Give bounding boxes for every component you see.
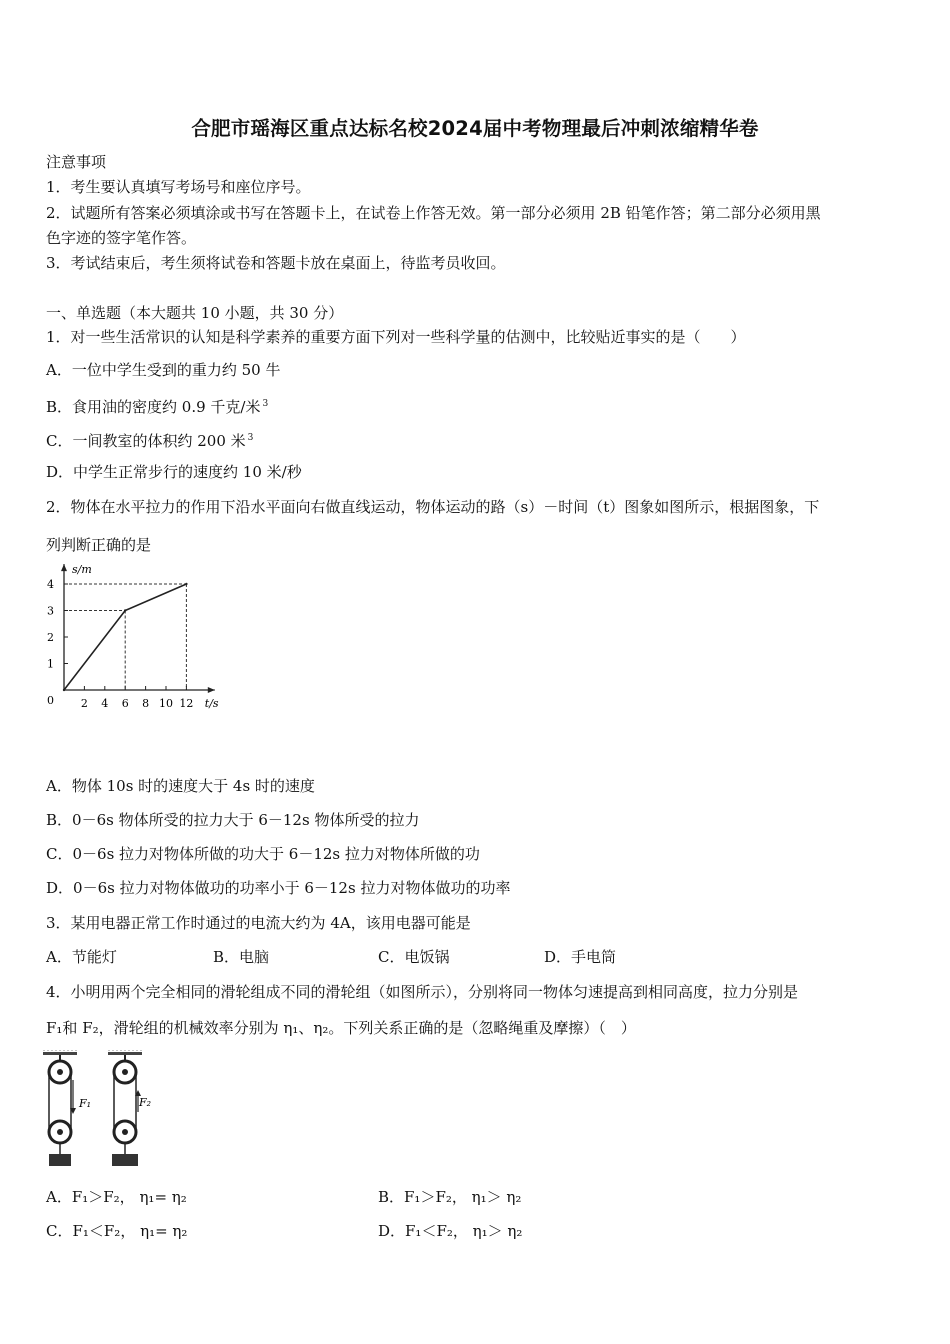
data-point-3 xyxy=(185,583,187,585)
notice-item-2-cont: 色字迹的签字笔作答。 xyxy=(46,229,197,247)
y-tick-label-3: 3 xyxy=(47,604,54,618)
x-axis-label: t/s xyxy=(204,697,219,710)
x-tick-label-2: 2 xyxy=(80,697,88,710)
notice-heading: 注意事项 xyxy=(46,153,107,171)
y-axis-arrow xyxy=(61,564,67,571)
pulley-system-1 xyxy=(43,1050,91,1166)
data-point-1 xyxy=(63,689,65,691)
notice-item-2: 2．试题所有答案必须填涂或书写在答题卡上，在试卷上作答无效。第一部分必须用 2B 铅笔作答；第二部分必须用黑 xyxy=(46,204,821,222)
x-tick-label-4: 4 xyxy=(101,697,109,710)
force-label-f2: F₂ xyxy=(139,1096,152,1109)
section-heading: 一、单选题（本大题共 10 小题，共 30 分） xyxy=(46,304,344,322)
q2-stem-line-2: 列判断正确的是 xyxy=(46,536,152,554)
x-tick-label-6: 6 xyxy=(121,697,129,710)
q2-option-b: B．0－6s 物体所受的拉力大于 6－12s 物体所受的拉力 xyxy=(46,811,420,829)
q2-option-d: D．0－6s 拉力对物体做功的功率小于 6－12s 拉力对物体做功的功率 xyxy=(46,879,511,897)
s-t-graph xyxy=(40,562,250,717)
q2-option-a: A．物体 10s 时的速度大于 4s 时的速度 xyxy=(46,777,315,795)
page-title: 合肥市瑶海区重点达标名校2024届中考物理最后冲刺浓缩精华卷 xyxy=(191,117,759,140)
q3-option-c: C．电饭锅 xyxy=(378,948,450,966)
data-point-2 xyxy=(124,609,126,611)
q1-stem: 1．对一些生活常识的认知是科学素养的重要方面下列对一些科学量的估测中，比较贴近事实的是（ ） xyxy=(46,328,746,346)
q1-option-d: D．中学生正常步行的速度约 10 米/秒 xyxy=(46,463,302,481)
q4-stem-line-1: 4．小明用两个完全相同的滑轮组成不同的滑轮组（如图所示），分别将同一物体匀速提高到相同高度，拉力分别是 xyxy=(46,983,799,1001)
force-label-f1: F₁ xyxy=(79,1097,92,1110)
y-tick-label-1: 1 xyxy=(47,657,54,671)
q4-stem-line-2: F₁和 F₂，滑轮组的机械效率分别为 η₁、η₂。下列关系正确的是（忽略绳重及摩擦）（ ） xyxy=(46,1019,636,1037)
notice-item-3: 3．考试结束后，考生须将试卷和答题卡放在桌面上，待监考员收回。 xyxy=(46,254,506,272)
y-tick-label-2: 2 xyxy=(47,631,54,644)
q3-stem: 3．某用电器正常工作时通过的电流大约为 4A，该用电器可能是 xyxy=(46,914,471,932)
weight-block-1 xyxy=(49,1154,71,1166)
q4-option-c: C．F₁＜F₂， η₁= η₂ xyxy=(46,1222,188,1240)
q2-stem-line-1: 2．物体在水平拉力的作用下沿水平面向右做直线运动，物体运动的路（s）－时间（t）图象如图所示，根据图象，下 xyxy=(46,498,820,516)
y-axis-label: s/m xyxy=(72,563,92,577)
q4-option-b: B．F₁＞F₂， η₁＞ η₂ xyxy=(378,1188,522,1206)
q4-option-d: D．F₁＜F₂， η₁＞ η₂ xyxy=(378,1222,523,1240)
q2-option-c: C．0－6s 拉力对物体所做的功大于 6－12s 拉力对物体所做的功 xyxy=(46,845,480,863)
x-tick-label-10: 10 xyxy=(159,697,173,710)
notice-item-1: 1．考生要认真填写考场号和座位序号。 xyxy=(46,178,311,196)
x-tick-label-12: 12 xyxy=(179,697,194,710)
pulley-system-2 xyxy=(108,1050,151,1166)
y-tick-label-4: 4 xyxy=(47,578,54,591)
q3-option-b: B．电脑 xyxy=(213,948,270,966)
origin-label: 0 xyxy=(47,694,54,707)
q1-option-a: A．一位中学生受到的重力约 50 牛 xyxy=(46,361,281,379)
x-tick-label-8: 8 xyxy=(142,697,150,710)
weight-block-2 xyxy=(112,1154,138,1166)
q4-option-a: A．F₁＞F₂， η₁= η₂ xyxy=(46,1188,187,1206)
q1-option-c: C．一间教室的体积约 200 米 $^3$ xyxy=(46,432,254,450)
x-axis-arrow xyxy=(208,687,215,693)
q3-option-d: D．手电筒 xyxy=(544,948,617,966)
q3-option-a: A．节能灯 xyxy=(46,948,117,966)
q1-option-b: B．食用油的密度约 0.9 千克/米 $^3$ xyxy=(46,398,269,416)
pulley-diagram xyxy=(40,1050,165,1172)
